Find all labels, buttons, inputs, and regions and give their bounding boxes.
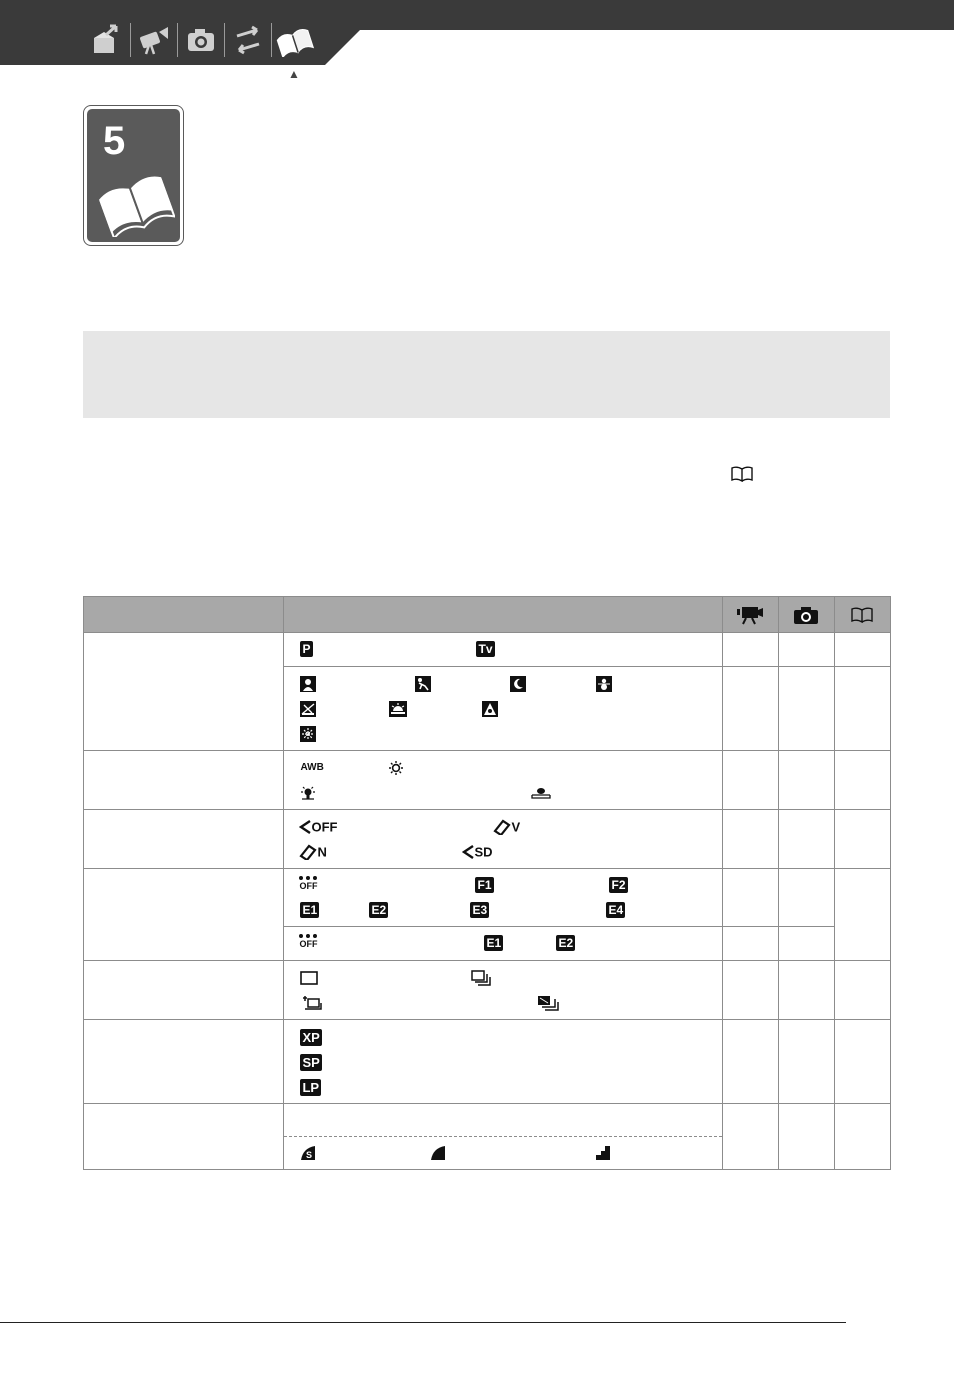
effect-v-label: V	[511, 819, 521, 835]
movie-camera-icon	[737, 605, 763, 625]
tab-photo[interactable]	[178, 20, 224, 60]
effect-2-icon: E2	[558, 936, 574, 950]
photo-mode-cell	[778, 1020, 834, 1104]
options-cell	[284, 751, 722, 810]
effect-2-icon: E2	[371, 903, 387, 917]
options-cell	[284, 667, 722, 751]
header-cell	[722, 597, 778, 633]
photo-icon	[184, 23, 218, 57]
book-icon	[275, 23, 315, 57]
photo-mode-cell	[778, 810, 834, 869]
fireworks-icon	[300, 726, 316, 742]
effect-sd-label: SD	[474, 844, 493, 860]
chapter-number: 5	[103, 119, 126, 163]
night-icon	[510, 676, 526, 692]
photo-mode-cell	[778, 633, 834, 667]
photo-mode-cell	[778, 1104, 834, 1170]
effect-off-icon	[299, 818, 337, 836]
snow-icon	[596, 676, 612, 692]
options-cell	[284, 1104, 722, 1170]
single-shot-icon	[300, 970, 318, 986]
sun-icon	[388, 760, 404, 776]
movie-mode-cell	[722, 869, 778, 927]
setting-name-cell	[84, 1020, 284, 1104]
setting-name-cell	[84, 633, 284, 751]
page-reference-icon	[730, 466, 754, 482]
effect-4-icon: E4	[608, 903, 624, 917]
continuous-shooting-icon	[471, 970, 491, 988]
sunset-icon	[389, 701, 407, 717]
dashed-divider	[284, 1136, 721, 1137]
table-row	[84, 810, 891, 869]
setting-name-cell	[84, 961, 284, 1020]
aeb-icon	[302, 995, 322, 1013]
effect-n-icon	[299, 843, 326, 861]
header-cell	[778, 597, 834, 633]
superfine-quality-icon	[300, 1145, 316, 1161]
recording-mode-lp-icon: LP	[302, 1079, 320, 1095]
grey-info-box	[83, 331, 890, 418]
table-row	[84, 633, 891, 667]
chapter-badge	[83, 105, 184, 246]
auto-white-balance-icon: AWB	[300, 762, 324, 773]
table-row	[84, 869, 891, 927]
options-cell	[284, 633, 722, 667]
photo-mode-cell	[778, 667, 834, 751]
photo-mode-cell	[778, 869, 834, 927]
high-speed-continuous-icon	[537, 995, 559, 1013]
effect-sd-icon	[462, 843, 492, 861]
setup-icon	[90, 23, 124, 57]
movie-mode-cell	[722, 961, 778, 1020]
fx-off-icon	[299, 876, 317, 894]
spotlight-icon	[482, 701, 498, 717]
page-ref-cell	[834, 1104, 890, 1170]
bulb-icon	[300, 785, 316, 801]
page-ref-cell	[834, 1020, 890, 1104]
movie-mode-cell	[722, 667, 778, 751]
movie-mode-cell	[722, 633, 778, 667]
options-cell	[284, 927, 722, 961]
tab-additional-info[interactable]	[272, 20, 318, 60]
fader-2-icon: F2	[611, 878, 626, 892]
effect-n-label: N	[317, 844, 327, 860]
photo-mode-cell	[778, 927, 834, 961]
table-row	[84, 961, 891, 1020]
chapter-badge-background	[87, 109, 180, 242]
chapter-tabs	[84, 18, 318, 62]
fader-1-icon: F1	[477, 878, 492, 892]
tab-setup[interactable]	[84, 20, 130, 60]
movie-mode-cell	[722, 810, 778, 869]
effect-3-icon: E3	[472, 903, 488, 917]
setting-name-cell	[84, 1104, 284, 1170]
tab-external-connections[interactable]	[225, 20, 271, 60]
recording-mode-xp-icon: XP	[302, 1029, 320, 1045]
effect-v-icon	[493, 818, 520, 836]
program-ae-icon: P	[302, 642, 311, 656]
page-ref-cell	[834, 961, 890, 1020]
page-ref-cell	[834, 810, 890, 869]
active-tab-pointer: ▲	[288, 67, 300, 81]
options-cell	[284, 810, 722, 869]
photo-mode-cell	[778, 961, 834, 1020]
normal-quality-icon	[595, 1145, 611, 1161]
movie-mode-cell	[722, 1104, 778, 1170]
setting-name-cell	[84, 869, 284, 961]
svg-text:S: S	[306, 1150, 313, 1160]
portrait-icon	[300, 676, 316, 692]
fx-off-label: OFF	[299, 876, 317, 891]
open-book-icon	[95, 157, 175, 237]
table-row	[84, 1104, 891, 1170]
settings-table	[83, 596, 891, 1170]
table-row	[84, 1020, 891, 1104]
setting-name-cell	[84, 810, 284, 869]
tab-movie[interactable]	[131, 20, 177, 60]
photo-mode-cell	[778, 751, 834, 810]
header-cell	[284, 597, 722, 633]
options-cell	[284, 961, 722, 1020]
page-ref-cell	[834, 869, 890, 961]
options-cell	[284, 869, 722, 927]
movie-mode-cell	[722, 751, 778, 810]
page-ref-cell	[834, 751, 890, 810]
recording-mode-sp-icon: SP	[302, 1054, 320, 1070]
movie-mode-cell	[722, 927, 778, 961]
page-ref-cell	[834, 633, 890, 667]
effect-off-label: OFF	[311, 819, 338, 835]
setting-name-cell	[84, 751, 284, 810]
camera-icon	[793, 605, 819, 625]
movie-mode-cell	[722, 1020, 778, 1104]
beach-icon	[300, 701, 316, 717]
footer-rule	[0, 1322, 846, 1323]
external-connect-icon	[231, 23, 265, 57]
page-reference-book-icon	[850, 607, 874, 623]
header-cell	[834, 597, 890, 633]
table-row	[84, 751, 891, 810]
table-header-row	[84, 597, 891, 633]
movie-icon	[137, 23, 171, 57]
header-cell	[84, 597, 284, 633]
fine-quality-icon	[430, 1145, 446, 1161]
sports-icon	[415, 676, 431, 692]
effect-1-icon: E1	[302, 903, 318, 917]
options-cell	[284, 1020, 722, 1104]
page-ref-cell	[834, 667, 890, 751]
fx-off-icon	[299, 934, 317, 952]
custom-wb-icon	[530, 785, 552, 801]
fx-off-label: OFF	[299, 934, 317, 949]
effect-1-icon: E1	[486, 936, 502, 950]
shutter-priority-icon: Tv	[478, 642, 493, 656]
